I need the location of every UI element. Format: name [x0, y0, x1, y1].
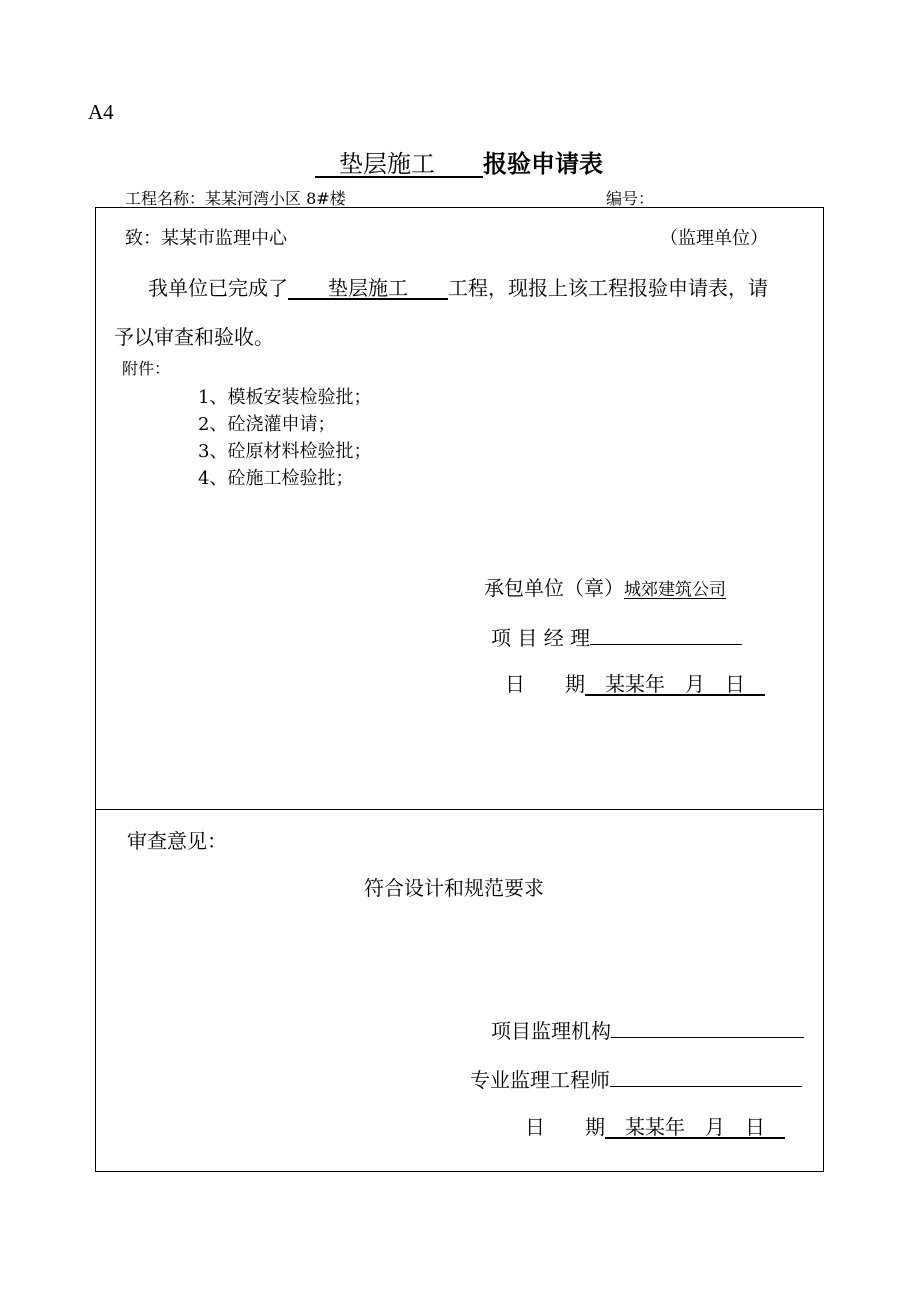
- review-opinion-text: 符合设计和规范要求: [364, 876, 544, 900]
- title-main: 报验申请表: [483, 149, 603, 178]
- contractor-label: 承包单位（章）: [484, 576, 624, 600]
- serial-number-label: 编号：: [606, 189, 655, 208]
- attachments-label: 附件：: [122, 359, 171, 378]
- engineer-signature-blank: [610, 1066, 802, 1087]
- engineer-label: 专业监理工程师: [470, 1068, 610, 1092]
- form-label: A4: [88, 100, 114, 124]
- addressee-role: （监理单位）: [660, 228, 768, 249]
- project-name: 某某河湾小区 8#楼: [205, 189, 346, 208]
- addressee: [125, 224, 287, 250]
- attachment-item: 2、砼浇灌申请；: [198, 414, 336, 435]
- request-work-name: 垫层施工: [328, 276, 408, 300]
- review-date-value: 某某年 月 日: [625, 1115, 765, 1139]
- contractor-line: [484, 572, 726, 601]
- review-opinion-label: 审查意见：: [127, 829, 227, 853]
- project-name-line: [125, 186, 346, 209]
- project-label: 工程名称：: [125, 189, 206, 208]
- supervision-org-line: [491, 1015, 804, 1044]
- request-date-value: 某某年 月 日: [605, 672, 745, 696]
- title-work-name: 垫层施工: [339, 150, 435, 178]
- request-date-label: 日 期: [505, 672, 585, 696]
- supervision-org-blank: [611, 1017, 804, 1038]
- engineer-line: [470, 1064, 802, 1093]
- review-date-line: [525, 1111, 785, 1140]
- request-body-line2: 予以审查和验收。: [114, 325, 274, 349]
- manager-label: 项 目 经 理: [491, 626, 591, 650]
- form-title: [315, 144, 603, 179]
- request-body-line1: 我单位已完成了 垫层施工 工程，现报上该工程报验申请表，请: [148, 276, 768, 300]
- contractor-name: 城郊建筑公司: [624, 580, 726, 600]
- attachment-item: 3、砼原材料检验批；: [198, 441, 372, 462]
- review-date-label: 日 期: [525, 1115, 605, 1139]
- request-date-line: [505, 668, 765, 697]
- attachment-item: 4、砼施工检验批；: [198, 468, 354, 489]
- addressee-name: 某某市监理中心: [161, 228, 287, 249]
- manager-line: [491, 622, 742, 651]
- attachment-item: 1、模板安装检验批；: [198, 387, 372, 408]
- manager-signature-blank: [590, 624, 742, 645]
- addressee-label: 致：: [125, 228, 161, 249]
- supervision-org-label: 项目监理机构: [491, 1019, 611, 1043]
